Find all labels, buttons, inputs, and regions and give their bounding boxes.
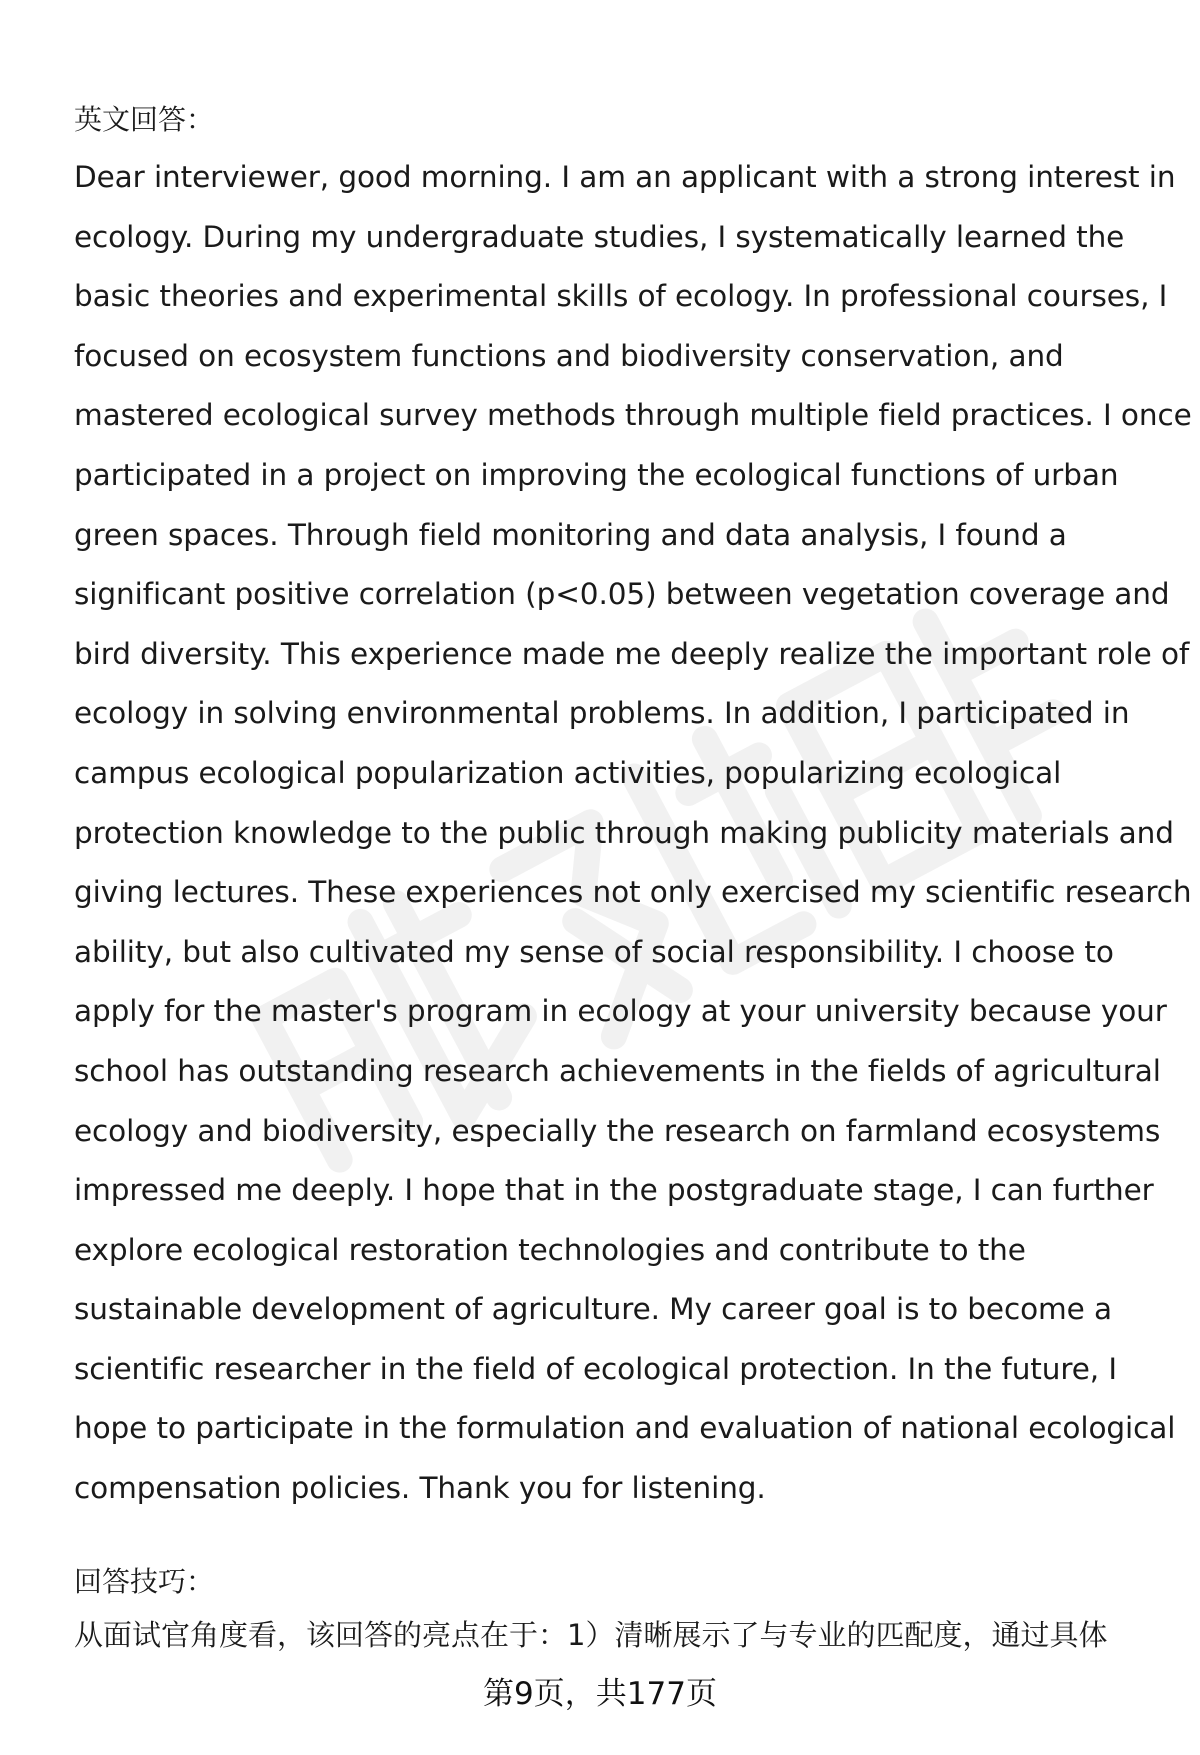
answer-line: Dear interviewer, good morning. I am an applicant with a strong interest in [74, 160, 1176, 194]
page-indicator: 第9页，共177页 [483, 1676, 717, 1712]
answer-line: explore ecological restoration technologies and contribute to the [74, 1232, 1026, 1267]
answer-line: focused on ecosystem functions and biodiversity conservation, and [74, 338, 1064, 373]
answer-line: ecology in solving environmental problems. In addition, I participated in [74, 696, 1130, 731]
answer-line: bird diversity. This experience made me deeply realize the important role of [74, 636, 1190, 671]
answer-line: participated in a project on improving the ecological functions of urban [74, 457, 1119, 492]
answer-line: hope to participate in the formulation and evaluation of national ecological [74, 1411, 1176, 1446]
answer-line: green spaces. Through field monitoring and data analysis, I found a [74, 517, 1067, 552]
answer-line: ability, but also cultivated my sense of social responsibility. I choose to [74, 934, 1114, 969]
answer-line: campus ecological popularization activities, popularizing ecological [74, 755, 1062, 790]
answer-line: impressed me deeply. I hope that in the postgraduate stage, I can further [74, 1173, 1154, 1208]
english-answer-body [74, 148, 1192, 1519]
answer-line: compensation policies. Thank you for listening. [74, 1471, 766, 1506]
english-answer-heading: 英文回答： [74, 103, 215, 136]
answer-line: ecology. During my undergraduate studies, I systematically learned the [74, 219, 1125, 254]
answer-line: scientific researcher in the field of ecological protection. In the future, I [74, 1351, 1117, 1386]
answer-tips-heading: 回答技巧： [74, 1565, 215, 1598]
answer-line: school has outstanding research achievements in the fields of agricultural [74, 1053, 1161, 1088]
answer-line: apply for the master's program in ecology at your university because your [74, 994, 1167, 1029]
answer-line: significant positive correlation (p<0.05) between vegetation coverage and [74, 577, 1170, 612]
answer-line: protection knowledge to the public through making publicity materials and [74, 815, 1174, 850]
answer-tips-text: 从面试官角度看，该回答的亮点在于：1）清晰展示了与专业的匹配度，通过具体 [74, 1618, 1108, 1652]
answer-line: mastered ecological survey methods through multiple field practices. I once [74, 398, 1192, 433]
answer-line: sustainable development of agriculture. My career goal is to become a [74, 1292, 1112, 1327]
answer-line: basic theories and experimental skills of ecology. In professional courses, I [74, 279, 1168, 314]
answer-line: giving lectures. These experiences not only exercised my scientific research [74, 875, 1192, 910]
answer-line: ecology and biodiversity, especially the research on farmland ecosystems [74, 1113, 1161, 1148]
